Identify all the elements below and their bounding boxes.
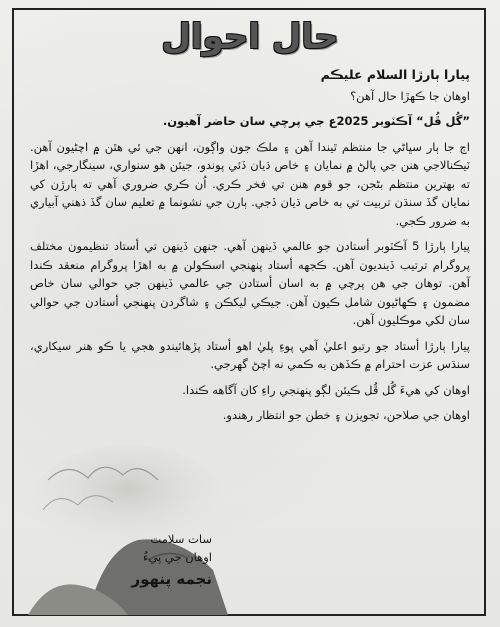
closing-line: سات سلامت xyxy=(150,532,212,546)
greeting: پيارا ٻارڙا السلام عليڪم xyxy=(320,67,470,82)
sender-relation: اوهان جي پيءُ xyxy=(143,550,212,564)
paragraph-teacher-respect: پيارا ٻارڙا أستاد جو رتبو اعليٰ آهي پوءِ پليٰ اهو أستاد پڙهائيندو هجي يا ڪو هنر سيکاري، سنڌس عزت احترام ۾ ڪڏهن به ڪمي نه اچڻ گهرجي. xyxy=(30,338,470,371)
paragraph-letters: اوهان جي صلاحن، تجويزن ۽ خطن جو انتظار رهندو. xyxy=(222,408,470,422)
page-title: حال احوال xyxy=(161,17,339,57)
signature-block xyxy=(82,530,212,588)
question-line: اوهان جا ڪهڙا حال آهن؟ xyxy=(350,88,470,103)
issue-intro: ”گُل ڦُل“ آڪٽوبر 2025ع جي پرچي سان حاضر آهيون. xyxy=(162,114,470,128)
paragraph-teachers-day: پيارا ٻارڙا 5 آڪٽوبر أستادن جو عالمي ڏينهن آهي. جنهن ڏينهن تي أستاد تنظيمون مختلف پروگرام ترتيب ڏينديون آهن. ڪجهه أستاد پنهنجي اسڪولن ۾ به اهڙا پروگرام منعقد ڪندا آهن. توهان جي هن پرچي ۾ به اسان أستادن جي عالمي ڏينهن جي حوالي سان خاص مضمون ۽ ڪهاڻيون شامل ڪيون آهن. جيڪي ليکڪن ۽ شاگردن پنهنجي أستادن جي حوالي سان لکي موڪليون آهن. xyxy=(30,239,470,327)
paragraph-children: اڄ جا ٻار سڀاڻي جا منتظم ٿيندا آهن ۽ ملڪ جون واڳون، انهن جي ئي هٿن ۾ اچڻيون آهن. ٽيڪنالاجي هنن جي پالڻ ۾ نمايان ۽ خاص ڌيان ڏئي پوندو، جيئن هو سنواري، سينگارجي، اهڙا ته بهترين منتظم بڻجن، جو قوم هنن تي فخر ڪري. اُن ڪري ضروري آهي ته ٻارڙن کي نمايان گڏ سنڌن تربيت تي به خاص ڌيان ڏجي. ٻارن جي نشونما ۾ تعليم سان گڏ ذهني آبياري به ضرور ڪجي. xyxy=(30,139,470,228)
decorative-landscape xyxy=(28,440,228,615)
letter-body xyxy=(30,66,470,432)
sender-name: نجمه پنهور xyxy=(131,570,212,588)
paragraph-feedback: اوهان کي هيءَ گُل ڦُل ڪيئن لڳو پنهنجي راءِ کان آگاهه ڪندا. xyxy=(182,382,470,397)
